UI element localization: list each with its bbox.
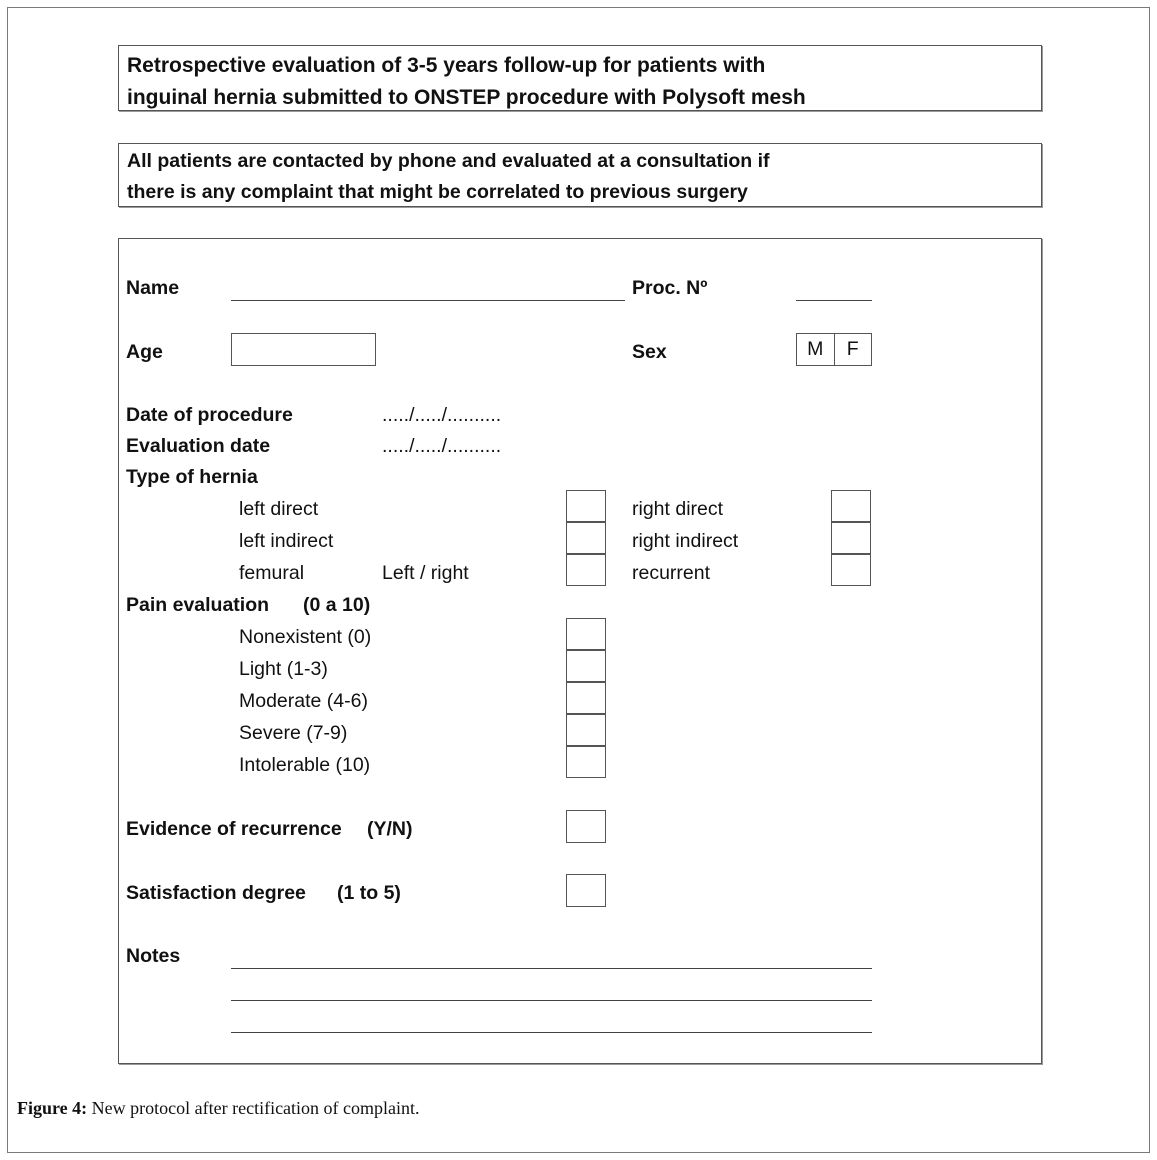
recurrence-hint: (Y/N)	[367, 818, 413, 840]
study-title-line-1: Retrospective evaluation of 3-5 years follow-up for patients with	[127, 54, 766, 77]
left-direct-checkbox[interactable]	[566, 490, 606, 522]
pain-level-severe: Severe (7-9)	[239, 722, 348, 744]
notes-line-1[interactable]	[231, 968, 872, 969]
pain-severe-checkbox[interactable]	[566, 714, 606, 746]
pain-scale-hint: (0 a 10)	[303, 594, 371, 616]
right-indirect-checkbox[interactable]	[831, 522, 871, 554]
femural-checkbox[interactable]	[566, 554, 606, 586]
name-label: Name	[126, 277, 180, 299]
hernia-option-right-direct: right direct	[632, 498, 724, 520]
method-note-line-2: there is any complaint that might be correlated to previous surgery	[127, 181, 748, 203]
pain-level-light: Light (1-3)	[239, 658, 328, 680]
satisfaction-hint: (1 to 5)	[337, 882, 401, 904]
evaluation-date-label: Evaluation date	[126, 435, 271, 457]
pain-level-moderate: Moderate (4-6)	[239, 690, 368, 712]
date-of-procedure-label: Date of procedure	[126, 404, 293, 426]
recurrence-input-box[interactable]	[566, 810, 606, 843]
left-indirect-checkbox[interactable]	[566, 522, 606, 554]
notes-line-3[interactable]	[231, 1032, 872, 1033]
age-label: Age	[126, 341, 163, 363]
sex-option-f[interactable]: F	[846, 338, 859, 360]
method-note-line-1: All patients are contacted by phone and evaluated at a consultation if	[127, 150, 770, 172]
hernia-option-femural: femural	[239, 562, 305, 584]
right-direct-checkbox[interactable]	[831, 490, 871, 522]
study-title-line-2: inguinal hernia submitted to ONSTEP procedure with Polysoft mesh	[127, 86, 806, 109]
hernia-option-recurrent: recurrent	[632, 562, 711, 584]
hernia-type-label: Type of hernia	[126, 466, 258, 488]
notes-label: Notes	[126, 945, 181, 967]
satisfaction-input-box[interactable]	[566, 874, 606, 907]
sex-option-m[interactable]: M	[797, 334, 835, 365]
pain-level-intolerable: Intolerable (10)	[239, 754, 371, 776]
figure-caption-label: Figure 4:	[17, 1098, 88, 1118]
pain-evaluation-label: Pain evaluation	[126, 594, 270, 616]
pain-level-nonexistent: Nonexistent (0)	[239, 626, 372, 648]
pain-intolerable-checkbox[interactable]	[566, 746, 606, 778]
study-title-box	[118, 45, 1042, 111]
femural-side-label: Left / right	[382, 562, 469, 584]
sex-selector[interactable]	[796, 333, 872, 366]
sex-label: Sex	[632, 341, 667, 363]
hernia-option-right-indirect: right indirect	[632, 530, 739, 552]
figure-caption-text: New protocol after rectification of complaint.	[87, 1098, 420, 1118]
recurrent-checkbox[interactable]	[831, 554, 871, 586]
proc-number-field[interactable]	[796, 300, 872, 301]
date-of-procedure-field[interactable]: ...../...../..........	[382, 404, 502, 426]
satisfaction-label: Satisfaction degree	[126, 882, 306, 904]
hernia-option-left-direct: left direct	[239, 498, 319, 520]
pain-nonexistent-checkbox[interactable]	[566, 618, 606, 650]
age-field[interactable]	[231, 333, 376, 366]
name-field[interactable]	[231, 300, 625, 301]
pain-moderate-checkbox[interactable]	[566, 682, 606, 714]
evaluation-date-field[interactable]: ...../...../..........	[382, 435, 502, 457]
figure-caption	[17, 1098, 420, 1119]
hernia-option-left-indirect: left indirect	[239, 530, 334, 552]
proc-number-label: Proc. Nº	[632, 277, 708, 299]
pain-light-checkbox[interactable]	[566, 650, 606, 682]
method-note-box	[118, 143, 1042, 207]
recurrence-label: Evidence of recurrence	[126, 818, 342, 840]
notes-line-2[interactable]	[231, 1000, 872, 1001]
